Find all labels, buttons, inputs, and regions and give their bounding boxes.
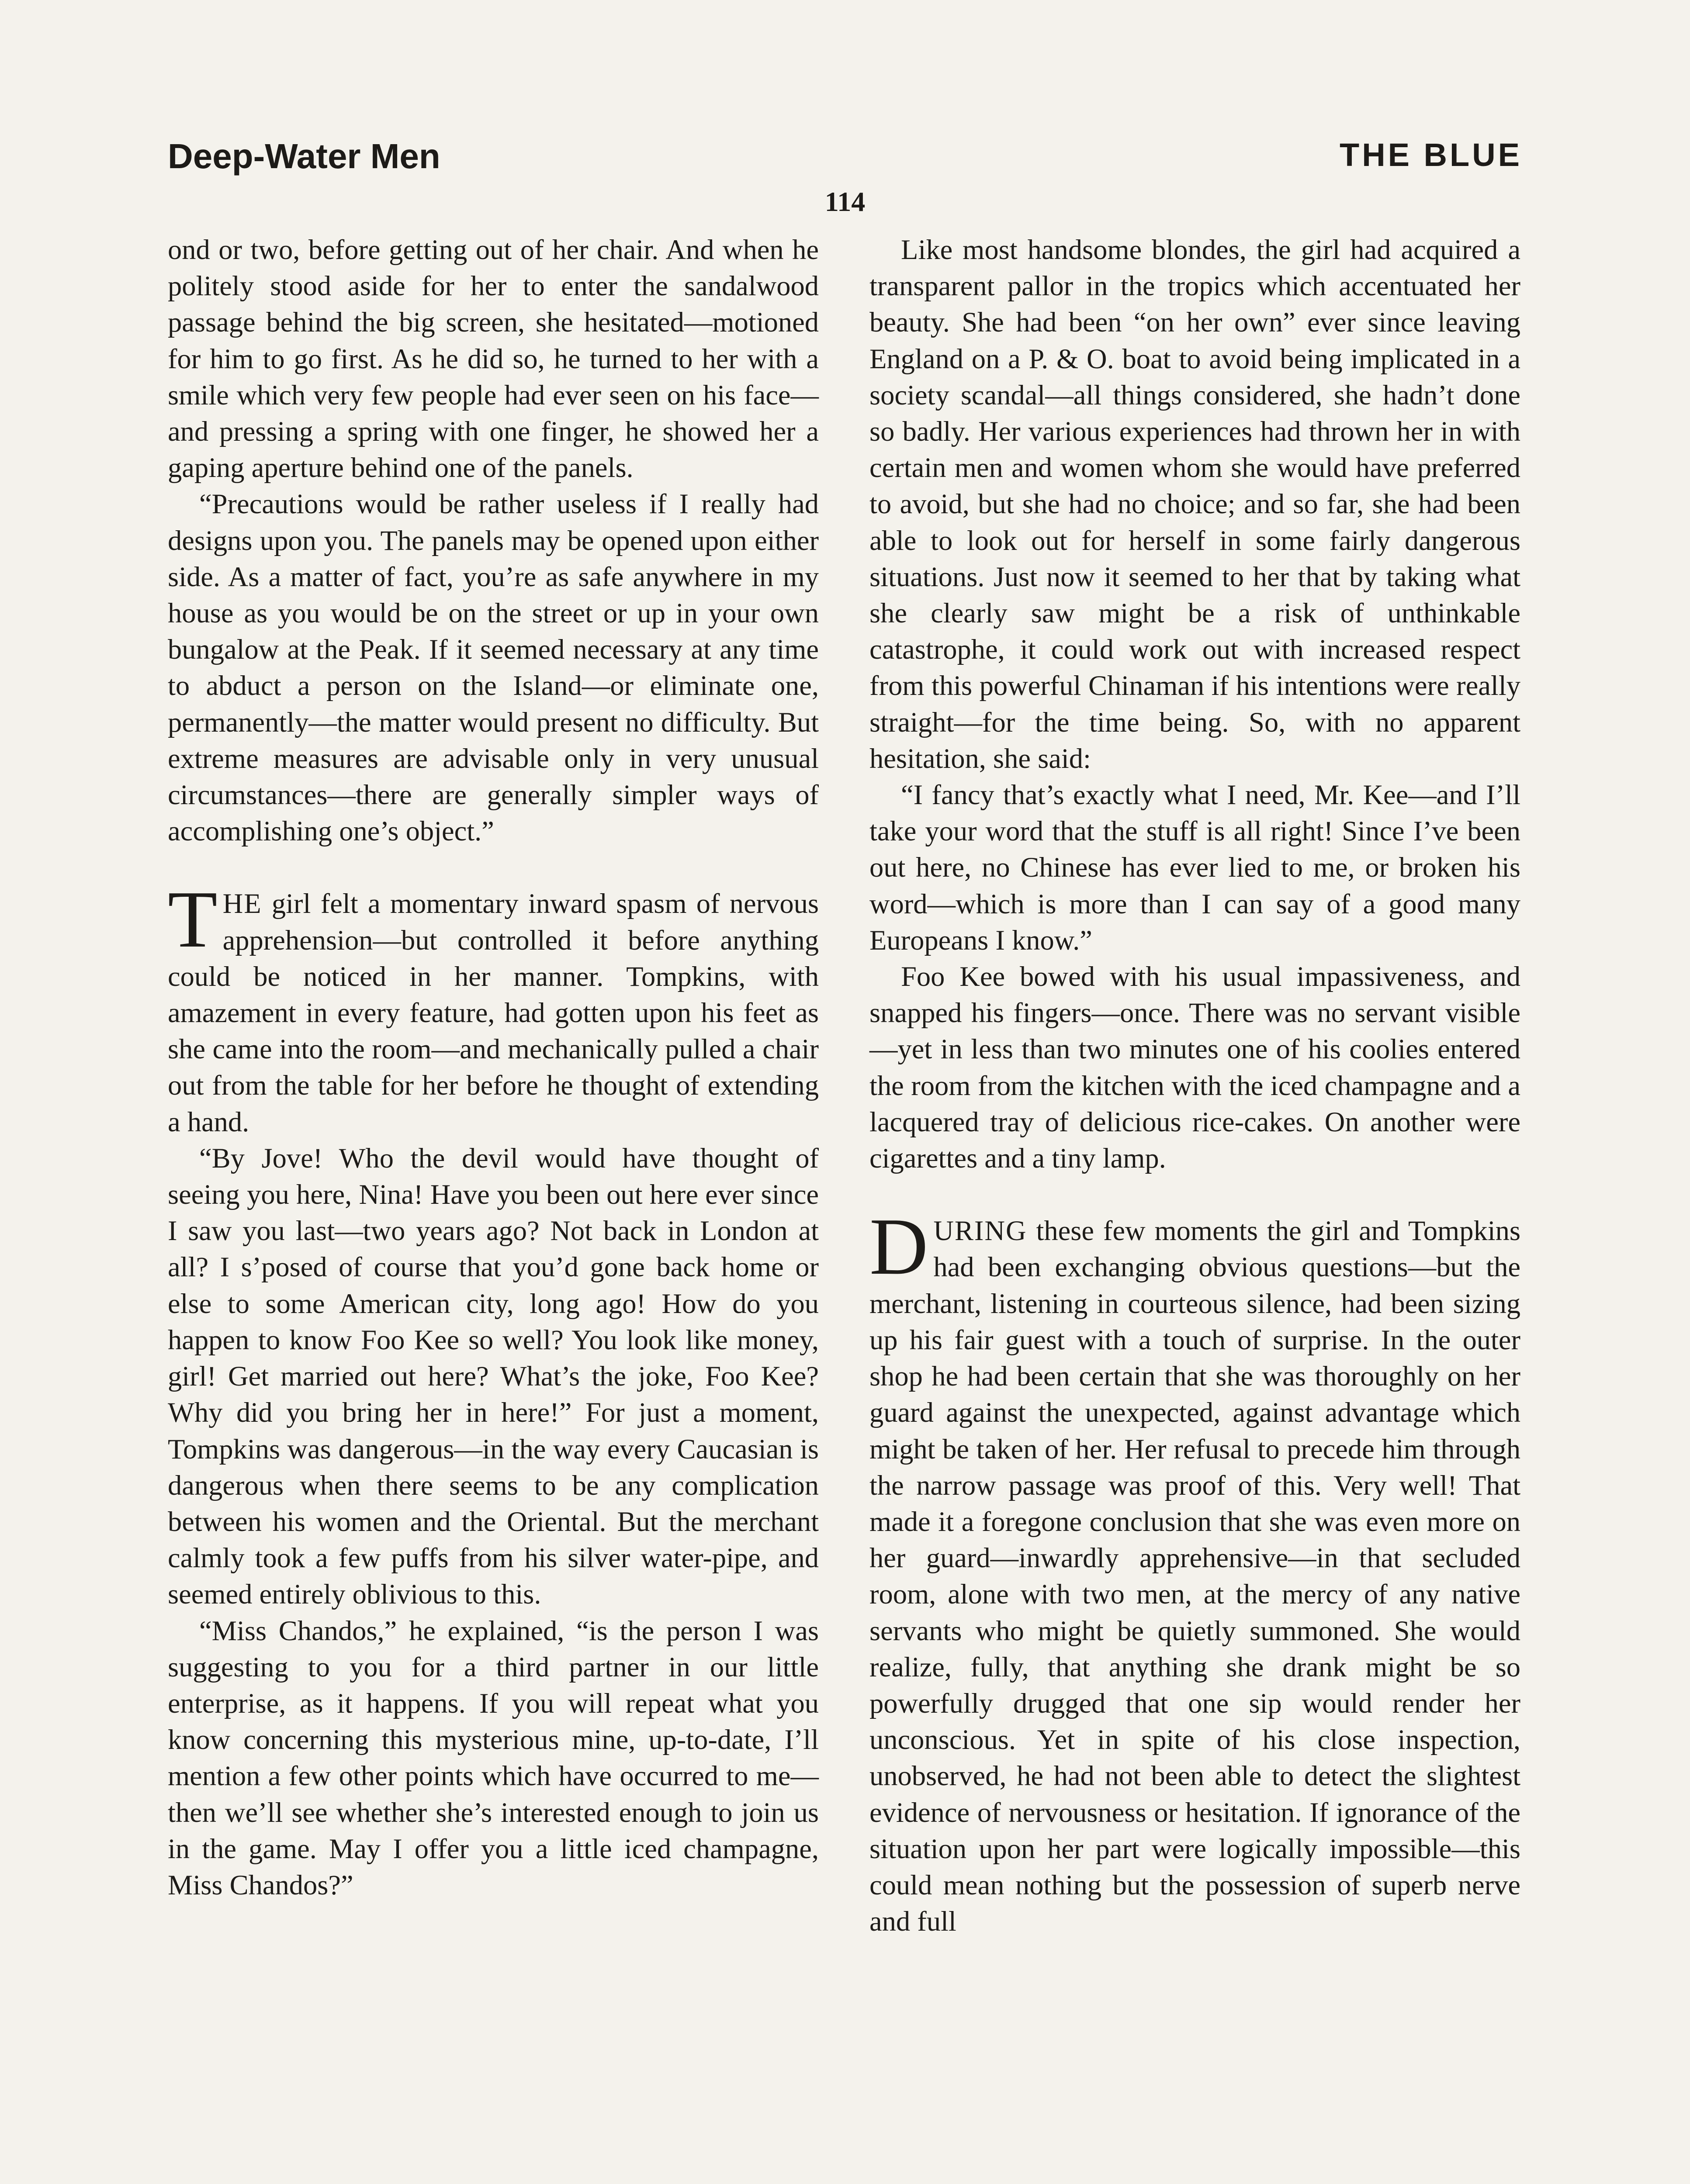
- drop-cap: D: [869, 1202, 928, 1292]
- paragraph: Like most handsome blondes, the girl had acquired a transparent pallor in the tropics which accentuated her beauty. She had been “on her own” ever since leaving England on a P. & O. boat to avoid being implicated in a society scandal—all things considered, she hadn’t done so badly. Her various experiences had thrown her in with certain men and women whom she would have preferred to avoid, but she had no choice; and so far, she had been able to look out for herself in some fairly dangerous situations. Just now it seemed to her that by taking what she clearly saw might be a risk of unthinkable catastrophe, it could work out with increased respect from this powerful Chinaman if his intentions were really straight—for the time being. So, with no apparent hesitation, she said:: [869, 234, 1520, 774]
- small-caps-lead: HE: [222, 888, 262, 919]
- section-paragraph: [869, 1202, 1520, 1939]
- left-column: [168, 232, 819, 1903]
- right-column: [869, 232, 1520, 1939]
- paragraph-text: girl felt a momentary inward spasm of nervous apprehension—but controlled it before anything could be noticed in her manner. Tompkins, with amazement in every feature, had gotten upon his feet as she came into the room—and mechanically pulled a chair out from the table for her before he thought of extending a hand.: [168, 888, 819, 1137]
- paragraph: “Precautions would be rather useless if I really had designs upon you. The panels may be opened upon either side. As a matter of fact, you’re as safe anywhere in my house as you would be on the street or up in your own bungalow at the Peak. If it seemed necessary at any time to abduct a person on the Island—or eliminate one, permanently—the matter would present no difficulty. But extreme measures are advisable only in very unusual circumstances—there are generally simpler ways of accomplishing one’s object.”: [168, 488, 819, 847]
- section-paragraph: [168, 874, 819, 1140]
- paragraph: “Miss Chandos,” he explained, “is the person I was suggesting to you for a third partner in our little enterprise, as it happens. If you will repeat what you know concerning this mysterious mine, up-to-date, I’ll mention a few other points which have occurred to me—then we’ll see whether she’s interested enough to join us in the game. May I offer you a little iced champagne, Miss Chandos?”: [168, 1615, 819, 1901]
- paragraph: “I fancy that’s exactly what I need, Mr. Kee—and I’ll take your word that the stuff is all right! Since I’ve been out here, no Chinese has ever lied to me, or broken his word—which is more than I can say of a good many Europeans I know.”: [869, 779, 1520, 956]
- page-number: 114: [824, 186, 866, 217]
- story-title: Deep-Water Men: [168, 137, 440, 176]
- paragraph-text: these few moments the girl and Tompkins had been exchanging obvious questions—but the merchant, listening in courteous silence, had been sizing up his fair guest with a touch of surprise. In the outer shop he had been certain that she was thoroughly on her guard against the unexpected, against advantage which might be taken of her. Her refusal to precede him through the narrow passage was proof of this. Very well! That made it a foregone conclusion that she was even more on her guard—inwardly apprehensive—in that secluded room, alone with two men, at the mercy of any native servants who might be quietly summoned. She would realize, fully, that anything she drank might be so powerfully drugged that one sip would render her unconscious. Yet in spite of his close inspection, unobserved, he had not been able to detect the slightest evidence of nervousness or hesitation. If ignorance of the situation upon her part were logically impossible—this could mean nothing but the possession of superb nerve and full: [869, 1215, 1520, 1937]
- magazine-title: THE BLUE: [1340, 137, 1522, 173]
- paragraph: ond or two, before getting out of her chair. And when he politely stood aside for her to enter the sandalwood passage behind the big screen, she hesitated—motioned for him to go first. As he did so, he turned to her with a smile which very few people had ever seen on his face—and pressing a spring with one finger, he showed her a gaping aperture behind one of the panels.: [168, 234, 819, 484]
- paragraph: Foo Kee bowed with his usual impassiveness, and snapped his fingers—once. There was no servant visible—yet in less than two minutes one of his coolies entered the room from the kitchen with the iced champagne and a lacquered tray of delicious rice-cakes. On another were cigarettes and a tiny lamp.: [869, 961, 1520, 1174]
- drop-cap: T: [168, 874, 218, 965]
- small-caps-lead: URING: [933, 1215, 1027, 1247]
- paragraph: “By Jove! Who the devil would have thought of seeing you here, Nina! Have you been out here ever since I saw you last—two years ago? Not back in London at all? I s’posed of course that you’d gone back home or else to some American city, long ago! How do you happen to know Foo Kee so well? You look like money, girl! Get married out here? What’s the joke, Foo Kee? Why did you bring her in here!” For just a moment, Tompkins was dangerous—in the way every Caucasian is dangerous when there seems to be any complication between his women and the Oriental. But the merchant calmly took a few puffs from his silver water-pipe, and seemed entirely oblivious to this.: [168, 1142, 819, 1610]
